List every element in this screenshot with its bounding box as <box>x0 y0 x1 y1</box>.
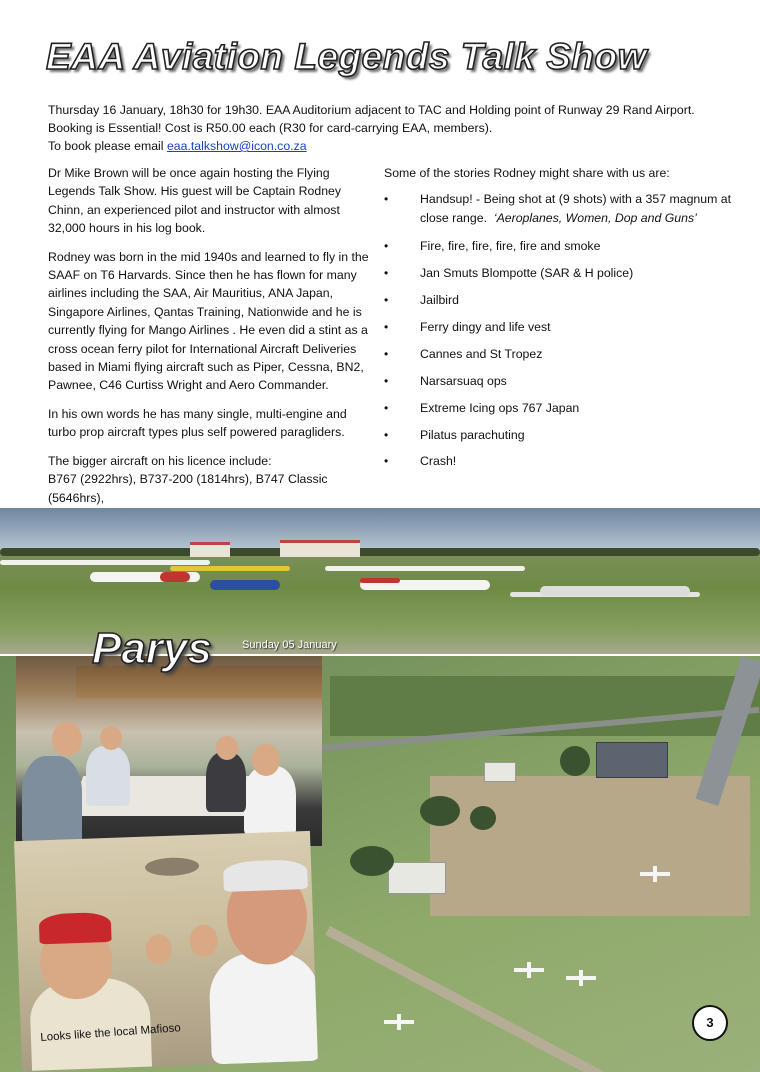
runway <box>325 926 736 1072</box>
story-text: Pilatus parachuting <box>420 427 525 442</box>
paragraph-host: Dr Mike Brown will be once again hosting the Flying Legends Talk Show. His guest will be Captain Rodney Chinn, an experienced pilot and instructor with almost 32,000 hours in his log book. <box>48 166 342 236</box>
person <box>244 766 296 836</box>
person <box>86 746 130 806</box>
head <box>252 744 280 776</box>
section-date: Sunday 05 January <box>242 639 337 651</box>
booking-info: Booking is Essential! Cost is R50.00 each (R30 for card-carrying EAA, members). <box>48 121 493 135</box>
story-text: Fire, fire, fire, fire, fire and smoke <box>420 239 601 254</box>
sky <box>0 508 760 552</box>
clubhouse-building <box>280 540 360 557</box>
page-title: EAA Aviation Legends Talk Show <box>46 36 647 77</box>
tree-clump <box>560 746 590 776</box>
tree-clump <box>350 846 394 876</box>
bullet-icon: • <box>384 454 389 469</box>
bullet-icon: • <box>384 239 389 254</box>
list-item <box>384 291 744 309</box>
paragraph-career: Rodney was born in the mid 1940s and learned to fly in the SAAF on T6 Harvards. Since then he has flown for many airlines including the SAA, Air Mauritius, ANA Japan, Singapore Airlines, Qantas Training, Nationwide and he is currently flying for Mango Airlines . He even did a stint as a cross ocean ferry pilot for International Aircraft Deliveries based in Miami flying aircraft such as Piper, Cessna, BN2, Pawnee, C46 Curtiss Wright and Aero Commander. <box>48 249 369 393</box>
plane-fuselage <box>540 586 690 596</box>
bullet-icon: • <box>384 319 389 334</box>
tree-line <box>0 548 760 556</box>
plane-icon <box>640 866 670 882</box>
biplane-fuselage <box>210 580 280 590</box>
plane-icon <box>566 970 596 986</box>
page-number: 3 <box>692 1005 728 1041</box>
bullet-icon: • <box>384 427 389 442</box>
paragraph-aircraft-types: In his own words he has many single, multi-engine and turbo prop aircraft types plus self powered paragliders. <box>48 406 347 440</box>
story-text: Extreme Icing ops 767 Japan <box>420 400 580 415</box>
plane-cowling <box>160 572 190 582</box>
plane-stripe <box>360 578 400 583</box>
article-left-column <box>48 164 374 525</box>
photo-caption: Looks like the local Mafioso <box>40 1022 182 1044</box>
licence-line-1: B767 (2922hrs), B737-200 (1814hrs), B747 Classic (5646hrs), <box>48 472 328 505</box>
story-text: Jan Smuts Blompotte (SAR & H police) <box>420 266 634 281</box>
story-text: Crash! <box>420 454 457 469</box>
list-item <box>384 452 744 470</box>
booking-email-prefix: To book please email <box>48 139 167 153</box>
stories-list <box>384 190 744 470</box>
bullet-icon: • <box>384 400 389 415</box>
head <box>216 736 238 760</box>
plane-icon <box>384 1014 414 1030</box>
list-item <box>384 237 744 255</box>
story-text: Ferry dingy and life vest <box>420 319 551 334</box>
story-italic-quote: ‘Aeroplanes, Women, Dop and Guns’ <box>493 210 697 225</box>
head <box>189 924 218 957</box>
booking-email-link[interactable]: eaa.talkshow@icon.co.za <box>166 139 307 153</box>
licence-intro: The bigger aircraft on his licence include: <box>48 453 272 468</box>
cafe-photo <box>16 656 322 846</box>
list-item <box>384 318 744 336</box>
plane-icon <box>514 962 544 978</box>
plane-wing <box>325 566 525 571</box>
story-text: Cannes and St Tropez <box>420 346 543 361</box>
bullet-icon: • <box>384 266 389 281</box>
list-item <box>384 372 744 390</box>
head <box>145 934 172 965</box>
event-date-location: Thursday 16 January, 18h30 for 19h30. EAA Auditorium adjacent to TAC and Holding point of Runway 29 Rand Airport. <box>48 103 695 117</box>
bullet-icon: • <box>384 293 389 308</box>
ceiling-light <box>145 857 200 877</box>
article-right-column <box>384 164 744 479</box>
list-item <box>384 426 744 444</box>
section-heading: Parys <box>92 624 212 673</box>
event-details <box>48 101 728 155</box>
person <box>22 756 82 846</box>
biplane-wing <box>170 566 290 571</box>
tree-clump <box>420 796 460 826</box>
booking-email-line <box>48 137 728 155</box>
person <box>206 752 246 812</box>
story-text: Handsup! - Being shot at (9 shots) with a 357 magnum at close range. <box>420 192 732 225</box>
person <box>208 951 318 1065</box>
head <box>100 726 122 750</box>
story-text: Narsarsuaq ops <box>420 373 507 388</box>
hangar-building <box>190 542 230 557</box>
story-text: Jailbird <box>420 293 459 308</box>
bullet-icon: • <box>384 192 389 207</box>
list-item <box>384 190 744 227</box>
bullet-icon: • <box>384 373 389 388</box>
hangar <box>596 742 668 778</box>
list-item <box>384 345 744 363</box>
clubhouse <box>388 862 446 894</box>
list-item <box>384 264 744 282</box>
tree-clump <box>470 806 496 830</box>
list-item <box>384 399 744 417</box>
head <box>52 722 82 756</box>
red-cap <box>39 912 112 944</box>
plane-wing <box>0 560 210 565</box>
cap <box>223 859 308 892</box>
bullet-icon: • <box>384 346 389 361</box>
stories-lead: Some of the stories Rodney might share with us are: <box>384 166 670 180</box>
hangar <box>484 762 516 782</box>
